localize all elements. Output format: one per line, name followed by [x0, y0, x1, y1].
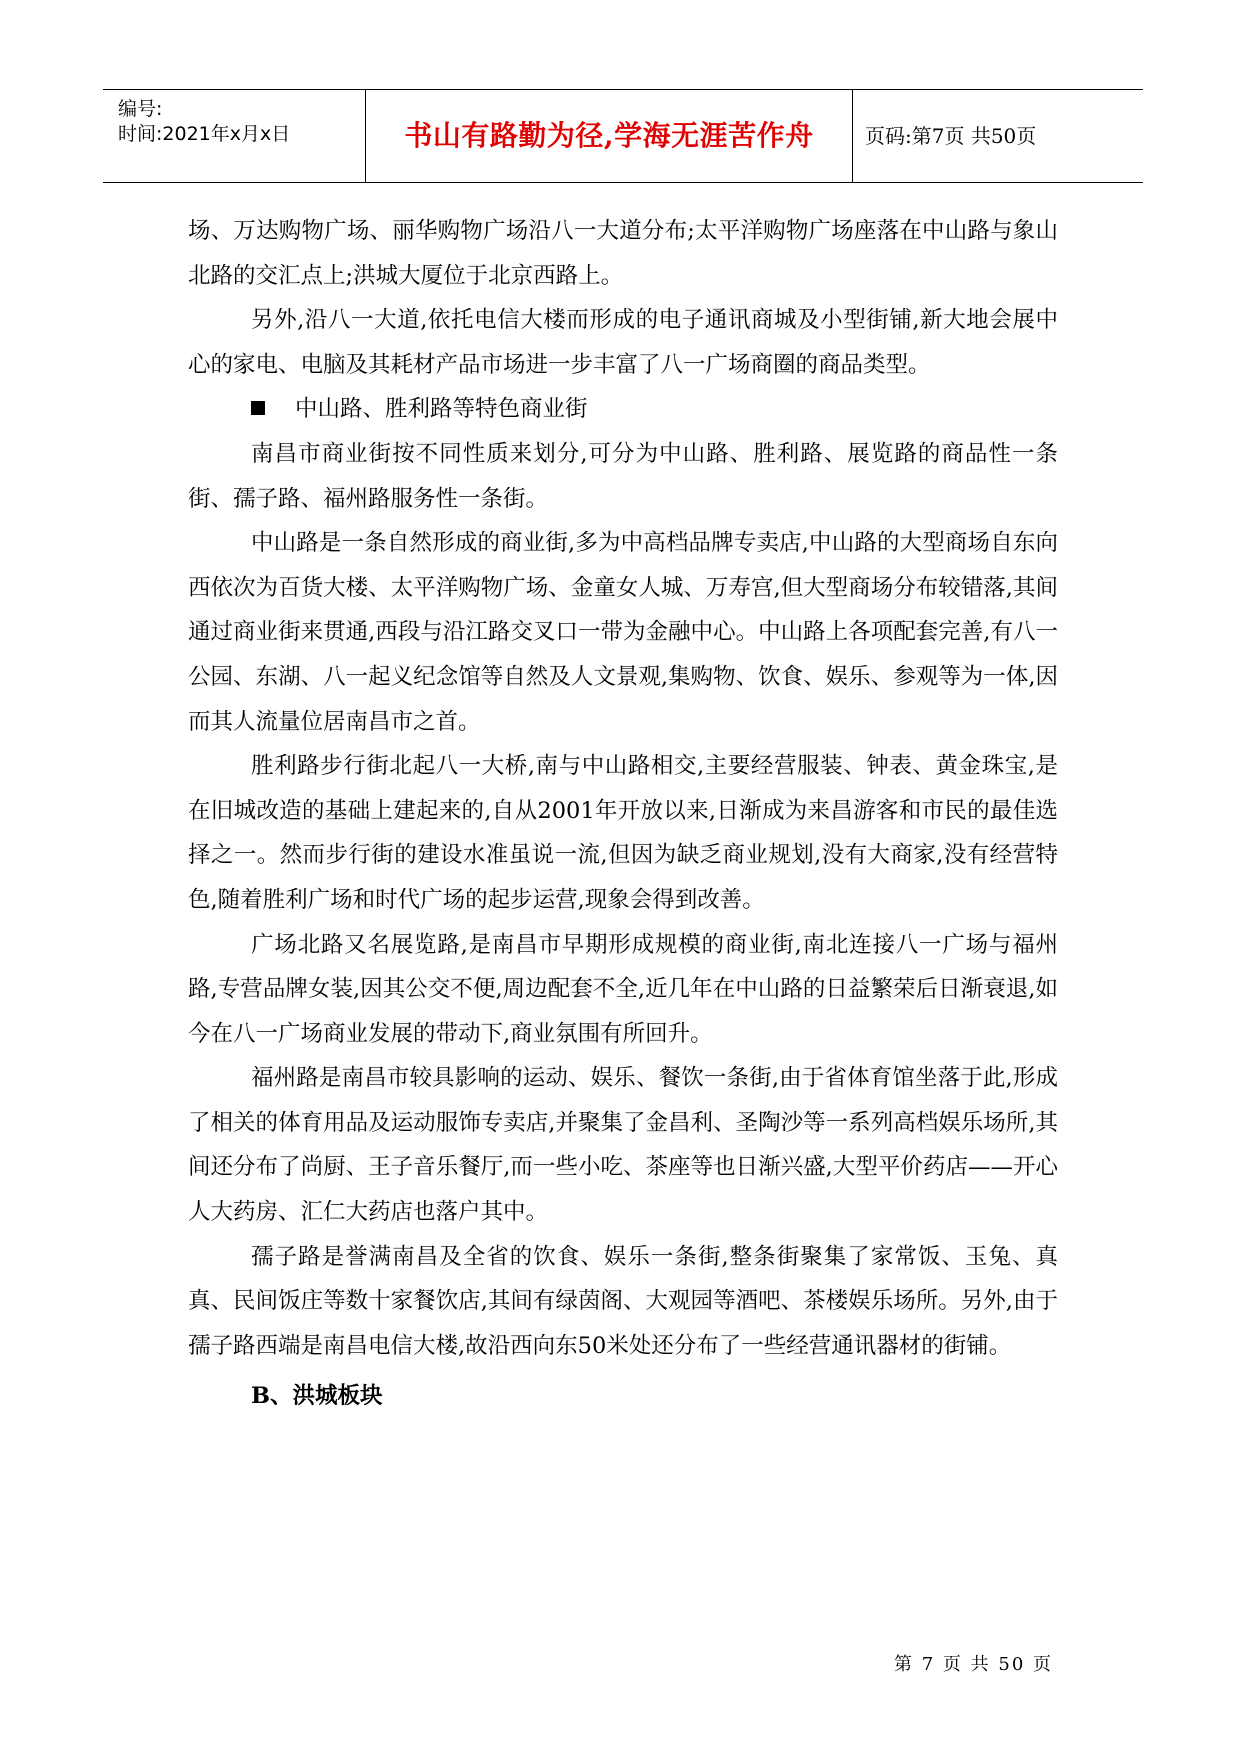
paragraph: 另外,沿八一大道,依托电信大楼而形成的电子通讯商城及小型街铺,新大地会展中心的家电、电脑及其耗材产品市场进一步丰富了八一广场商圈的商品类型。 — [188, 307, 1058, 378]
page-number-label: 页码:第7页 共50页 — [865, 123, 1037, 148]
header-info-cell — [103, 90, 366, 182]
subsection-heading: B、洪城板块 — [251, 1383, 383, 1410]
paragraph: 广场北路又名展览路,是南昌市早期形成规模的商业街,南北连接八一广场与福州路,专营品牌女装,因其公交不便,周边配套不全,近几年在中山路的日益繁荣后日渐衰退,如今在八一广场商业发展的带动下,商业氛围有所回升。 — [188, 931, 1058, 1047]
paragraph: 南昌市商业街按不同性质来划分,可分为中山路、胜利路、展览路的商品性一条街、孺子路、福州路服务性一条街。 — [188, 440, 1058, 512]
page-header — [103, 89, 1143, 183]
document-body — [188, 209, 1058, 1419]
number-label: 编号: — [118, 98, 163, 120]
square-bullet-icon — [251, 401, 265, 415]
header-motto-cell — [366, 90, 853, 182]
section-heading — [188, 387, 1058, 432]
paragraph: 胜利路步行街北起八一大桥,南与中山路相交,主要经营服装、钟表、黄金珠宝,是在旧城改造的基础上建起来的,自从2001年开放以来,日渐成为来昌游客和市民的最佳选择之一。然而步行街的建设水准虽说一流,但因为缺乏商业规划,没有大商家,没有经营特色,随着胜利广场和时代广场的起步运营,现象会得到改善。 — [188, 753, 1058, 913]
paragraph: 中山路是一条自然形成的商业街,多为中高档品牌专卖店,中山路的大型商场自东向西依次为百货大楼、太平洋购物广场、金童女人城、万寿宫,但大型商场分布较错落,其间通过商业街来贯通,西段与沿江路交叉口一带为金融中心。中山路上各项配套完善,有八一公园、东湖、八一起义纪念馆等自然及人文景观,集购物、饮食、娱乐、参观等为一体,因而其人流量位居南昌市之首。 — [188, 530, 1058, 735]
header-page-cell — [853, 90, 1143, 182]
page-footer: 第 7 页 共 50 页 — [894, 1654, 1053, 1675]
motto-text: 书山有路勤为径,学海无涯苦作舟 — [404, 119, 814, 152]
paragraph: 福州路是南昌市较具影响的运动、娱乐、餐饮一条街,由于省体育馆坐落于此,形成了相关的体育用品及运动服饰专卖店,并聚集了金昌利、圣陶沙等一系列高档娱乐场所,其间还分布了尚厨、王子音乐餐厅,而一些小吃、茶座等也日渐兴盛,大型平价药店——开心人大药房、汇仁大药店也落户其中。 — [188, 1065, 1058, 1226]
paragraph: 孺子路是誉满南昌及全省的饮食、娱乐一条街,整条街聚集了家常饭、玉兔、真真、民间饭庄等数十家餐饮店,其间有绿茵阁、大观园等酒吧、茶楼娱乐场所。另外,由于孺子路西端是南昌电信大楼,故沿西向东50米处还分布了一些经营通讯器材的街铺。 — [188, 1243, 1058, 1359]
time-label: 时间:2021年x月x日 — [118, 123, 291, 145]
section-heading-text: 中山路、胜利路等特色商业街 — [295, 396, 588, 423]
paragraph: 场、万达购物广场、丽华购物广场沿八一大道分布;太平洋购物广场座落在中山路与象山北路的交汇点上;洪城大厦位于北京西路上。 — [188, 218, 1058, 289]
